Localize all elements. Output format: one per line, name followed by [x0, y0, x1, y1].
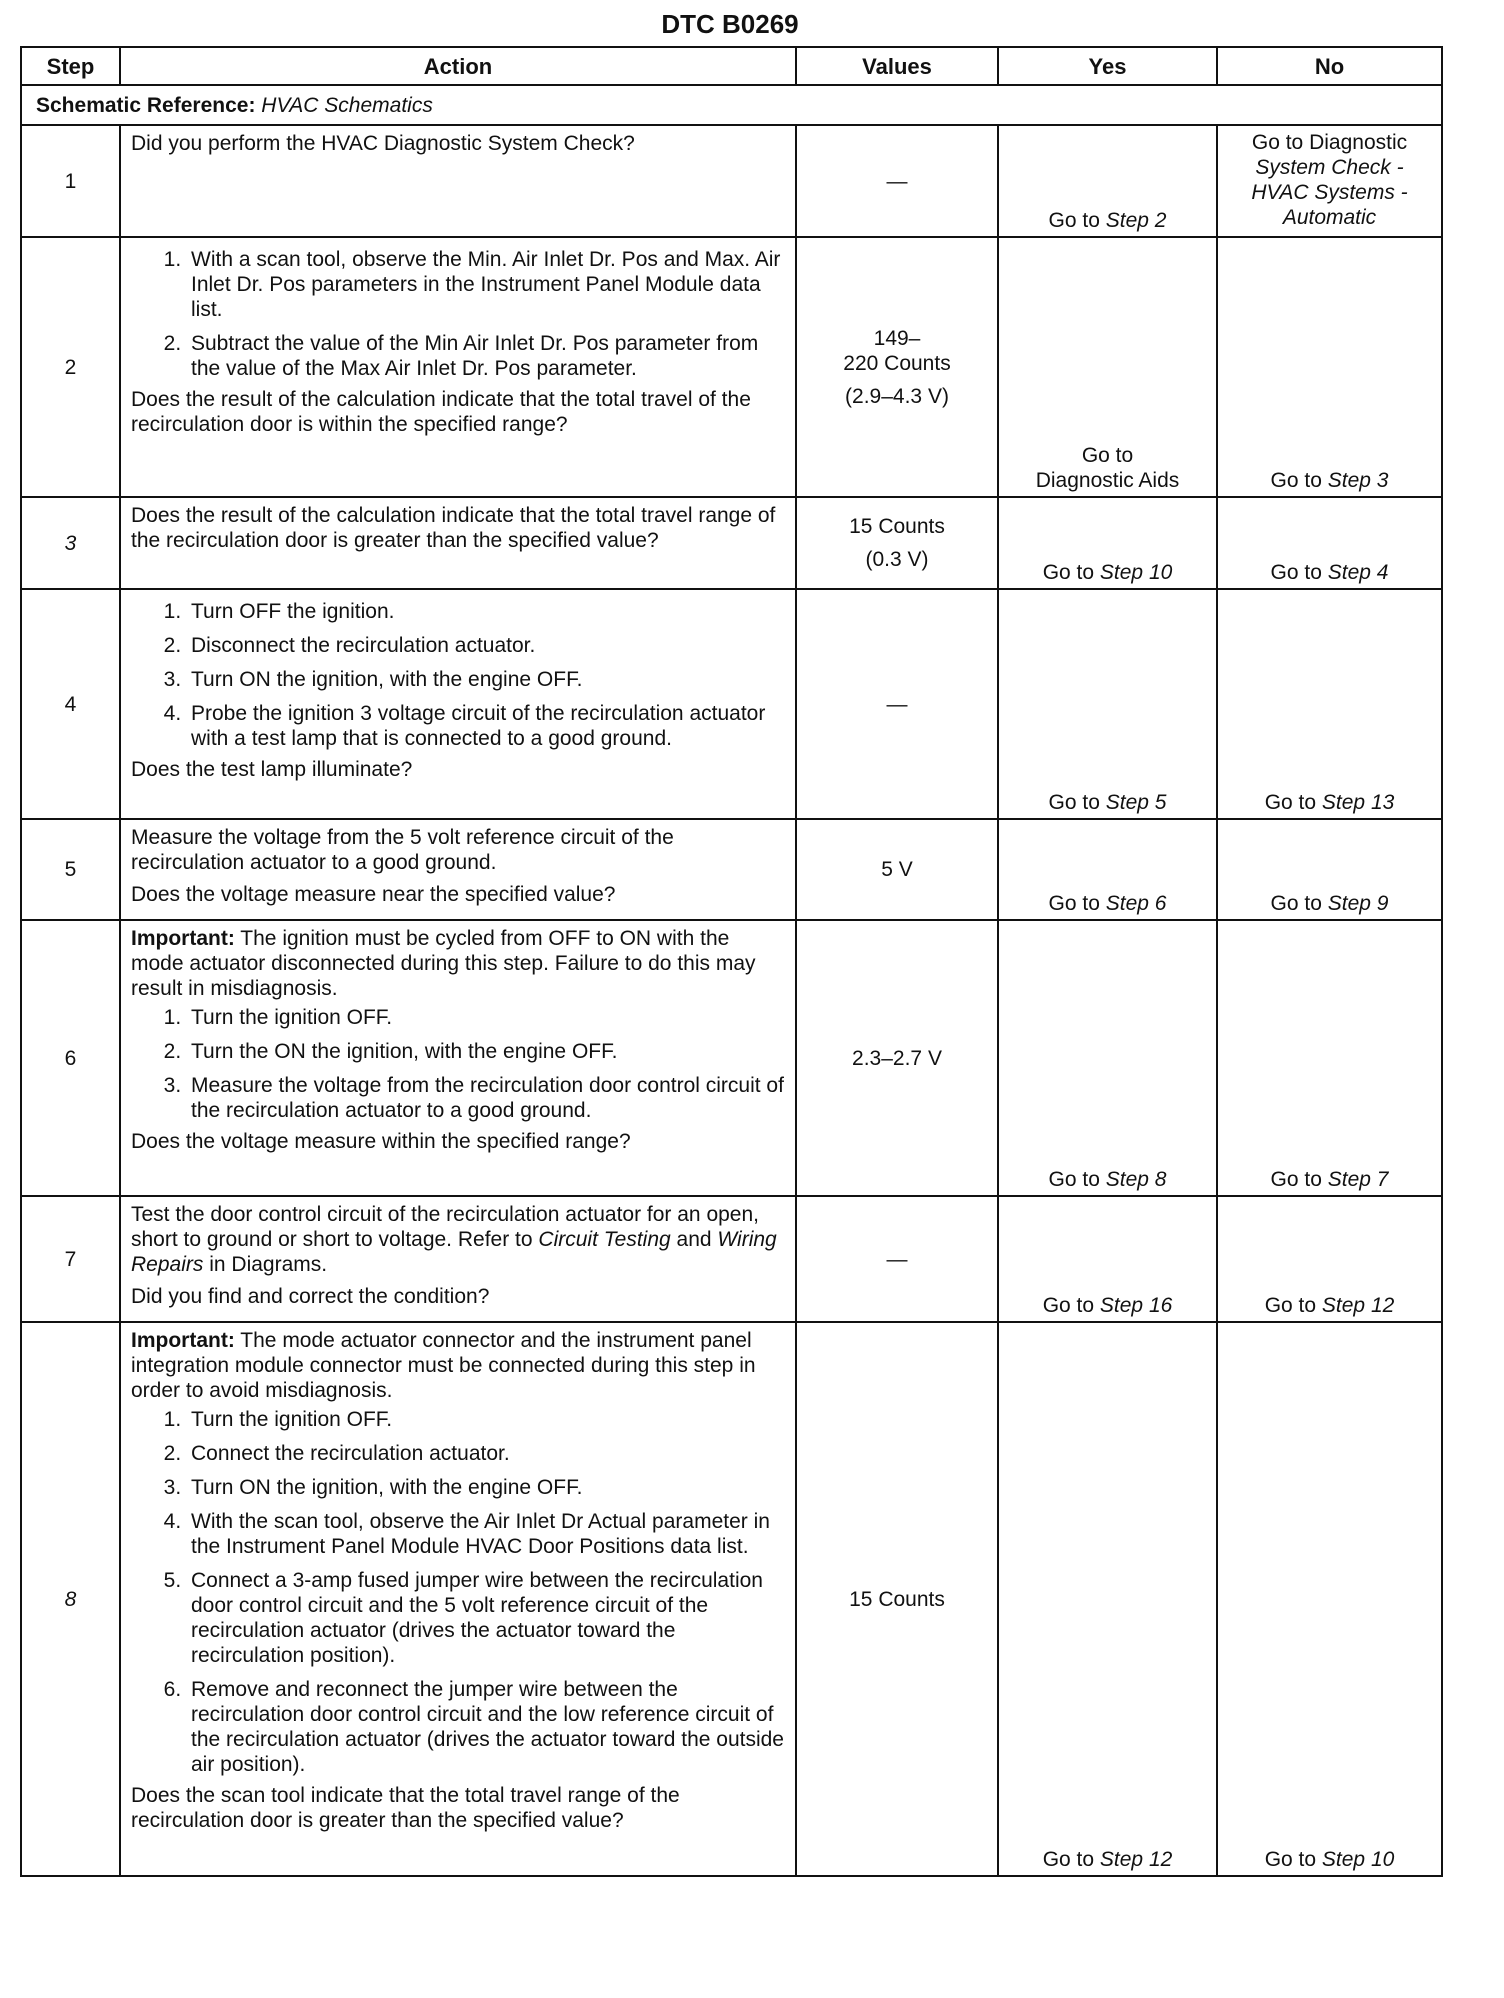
goto-label: Go to: [1048, 209, 1100, 232]
yes-cell[interactable]: [998, 125, 1217, 237]
action-question: Does the scan tool indicate that the total travel range of the recirculation door is greater than the specified value?: [131, 1784, 680, 1832]
action-text: Measure the voltage from the 5 volt reference circuit of the recirculation actuator to a good ground.: [131, 826, 674, 874]
table-row-step-7: [21, 1196, 1442, 1322]
no-line-2[interactable]: System Check -: [1255, 156, 1404, 179]
step-number: 7: [21, 1196, 120, 1322]
yes-step-link[interactable]: Step 8: [1105, 1168, 1167, 1191]
goto-label: Go to: [1042, 1294, 1095, 1317]
yes-cell[interactable]: [998, 920, 1217, 1196]
values-cell: —: [796, 125, 998, 237]
action-step: 2. Turn the ON the ignition, with the engine OFF.: [187, 1039, 787, 1064]
schematic-reference-row: [21, 85, 1442, 125]
table-row-step-3: [21, 497, 1442, 589]
dtc-table: [20, 46, 1443, 1877]
yes-cell[interactable]: [998, 589, 1217, 819]
important-label: Important:: [131, 1329, 235, 1352]
step-number: 3: [21, 497, 120, 589]
step-number: 4: [21, 589, 120, 819]
no-step-link[interactable]: Step 10: [1321, 1848, 1395, 1871]
circuit-testing-link[interactable]: Circuit Testing: [538, 1228, 671, 1251]
goto-label: Go to: [1264, 1848, 1317, 1871]
value-line: (0.3 V): [865, 548, 929, 571]
action-cell: [120, 1196, 796, 1322]
goto-label: Go to: [1048, 1168, 1100, 1191]
wiring-repairs-link[interactable]: Wiring Repairs: [131, 1228, 777, 1276]
no-cell[interactable]: [1217, 497, 1442, 589]
values-cell: —: [796, 1196, 998, 1322]
schematic-reference-link[interactable]: HVAC Schematics: [261, 93, 433, 117]
yes-step-link[interactable]: Step 6: [1105, 892, 1167, 915]
header-yes: Yes: [998, 47, 1217, 85]
header-action: Action: [120, 47, 796, 85]
no-step-link[interactable]: Step 12: [1321, 1294, 1395, 1317]
no-step-link[interactable]: Step 4: [1327, 561, 1389, 584]
action-step: 3. Turn ON the ignition, with the engine OFF.: [187, 667, 787, 692]
yes-cell[interactable]: [998, 497, 1217, 589]
action-text-b: in Diagrams.: [209, 1253, 328, 1276]
goto-label: Go to: [1048, 892, 1100, 915]
action-question: Does the test lamp illuminate?: [131, 758, 413, 781]
goto-label: Go to: [1048, 791, 1100, 814]
important-note: [131, 1328, 787, 1403]
important-text: The mode actuator connector and the instrument panel integration module connector must be connected during this step in order to avoid misdiagnosis.: [131, 1329, 756, 1402]
step-number: 5: [21, 819, 120, 920]
schematic-reference: [21, 85, 1442, 125]
yes-cell[interactable]: [998, 1196, 1217, 1322]
action-steps-list: [131, 599, 787, 751]
action-step: 3. Measure the voltage from the recirculation door control circuit of the recirculation actuator to a good ground.: [187, 1073, 787, 1123]
header-values: Values: [796, 47, 998, 85]
yes-step-link[interactable]: Step 10: [1099, 561, 1173, 584]
values-cell: [796, 237, 998, 497]
table-row-step-1: [21, 125, 1442, 237]
action-step: 2. Disconnect the recirculation actuator.: [187, 633, 787, 658]
action-question: Did you find and correct the condition?: [131, 1285, 490, 1308]
action-question: Does the voltage measure near the specified value?: [131, 883, 616, 906]
yes-step-link[interactable]: Step 12: [1099, 1848, 1173, 1871]
header-no: No: [1217, 47, 1442, 85]
goto-label: Go to: [1042, 1848, 1095, 1871]
important-text: The ignition must be cycled from OFF to ON with the mode actuator disconnected during this step. Failure to do this may result in misdiagnosis.: [131, 927, 756, 1000]
no-step-link[interactable]: Step 13: [1321, 791, 1395, 814]
action-cell: [120, 237, 796, 497]
header-row: [21, 47, 1442, 85]
values-cell: [796, 497, 998, 589]
and-text: and: [676, 1228, 712, 1251]
no-cell[interactable]: [1217, 125, 1442, 237]
important-note: [131, 926, 787, 1001]
action-question: Does the result of the calculation indicate that the total travel of the recirculation door is within the specified range?: [131, 388, 751, 436]
action-text: [131, 1202, 787, 1277]
action-step: 2. Connect the recirculation actuator.: [187, 1441, 787, 1466]
goto-label: Go to: [1270, 469, 1322, 492]
value-line: 149–: [873, 326, 921, 350]
goto-label: Go to: [1042, 561, 1095, 584]
action-step: 2. Subtract the value of the Min Air Inlet Dr. Pos parameter from the value of the Max Air Inlet Dr. Pos parameter.: [187, 331, 787, 381]
no-line-1: Go to Diagnostic: [1251, 131, 1408, 154]
yes-cell[interactable]: [998, 237, 1217, 497]
values-cell: —: [796, 589, 998, 819]
value-line: 15 Counts: [849, 515, 945, 538]
action-cell: [120, 920, 796, 1196]
value-line: (2.9–4.3 V): [845, 384, 949, 408]
no-line-4[interactable]: Automatic: [1282, 206, 1377, 229]
goto-label: Go to: [1270, 892, 1322, 915]
no-step-link[interactable]: Step 7: [1327, 1168, 1389, 1191]
table-row-step-8: [21, 1322, 1442, 1876]
yes-line-2[interactable]: Diagnostic Aids: [1035, 469, 1180, 492]
action-step: 6. Remove and reconnect the jumper wire between the recirculation door control circuit and the low reference circuit of the recirculation actuator (drives the actuator toward the outside air position).: [187, 1677, 787, 1777]
values-cell: 15 Counts: [796, 1322, 998, 1876]
no-cell[interactable]: [1217, 1196, 1442, 1322]
action-question: Does the voltage measure within the specified range?: [131, 1130, 631, 1153]
action-step: 3. Turn ON the ignition, with the engine OFF.: [187, 1475, 787, 1500]
yes-cell[interactable]: [998, 819, 1217, 920]
goto-label: Go to: [1264, 791, 1317, 814]
no-cell[interactable]: [1217, 819, 1442, 920]
yes-step-link[interactable]: Step 2: [1105, 209, 1167, 232]
action-text-a: Test the door control circuit of the recirculation actuator for an open, short to ground or short to voltage. Refer to: [131, 1203, 760, 1251]
yes-step-link[interactable]: Step 5: [1105, 791, 1167, 814]
action-step: 1. Turn the ignition OFF.: [187, 1005, 787, 1030]
action-step: 1. With a scan tool, observe the Min. Air Inlet Dr. Pos and Max. Air Inlet Dr. Pos parameters in the Instrument Panel Module data list.: [187, 247, 787, 322]
step-number: 1: [21, 125, 120, 237]
action-cell: [120, 1322, 796, 1876]
table-row-step-4: [21, 589, 1442, 819]
values-cell: 2.3–2.7 V: [796, 920, 998, 1196]
step-number: 8: [21, 1322, 120, 1876]
no-cell[interactable]: [1217, 237, 1442, 497]
action-step: 5. Connect a 3-amp fused jumper wire between the recirculation door control circuit and the 5 volt reference circuit of the recirculation actuator (drives the actuator toward the recirculation position).: [187, 1568, 787, 1668]
page-title: DTC B0269: [661, 9, 799, 39]
action-step: 1. Turn the ignition OFF.: [187, 1407, 787, 1432]
step-number: 2: [21, 237, 120, 497]
yes-line-1: Go to: [1081, 444, 1134, 467]
action-cell: [120, 589, 796, 819]
table-row-step-6: [21, 920, 1442, 1196]
yes-cell[interactable]: [998, 1322, 1217, 1876]
action-cell: [120, 819, 796, 920]
action-step: 4. With the scan tool, observe the Air Inlet Dr Actual parameter in the Instrument Panel Module HVAC Door Positions data list.: [187, 1509, 787, 1559]
step-number: 6: [21, 920, 120, 1196]
no-line-3[interactable]: HVAC Systems -: [1251, 181, 1408, 204]
table-row-step-5: [21, 819, 1442, 920]
action-steps-list: [131, 247, 787, 381]
action-steps-list: [131, 1407, 787, 1777]
action-step: 1. Turn OFF the ignition.: [187, 599, 787, 624]
no-step-link[interactable]: Step 9: [1327, 892, 1389, 915]
schematic-reference-label: Schematic Reference:: [36, 93, 256, 117]
table-row-step-2: [21, 237, 1442, 497]
no-cell[interactable]: [1217, 1322, 1442, 1876]
action-question: Did you perform the HVAC Diagnostic System Check?: [131, 132, 635, 155]
action-question: Does the result of the calculation indicate that the total travel range of the recirculation door is greater than the specified value?: [131, 504, 776, 552]
action-cell: [120, 125, 796, 237]
important-label: Important:: [131, 927, 235, 950]
value-line: 220 Counts: [843, 351, 951, 375]
no-cell[interactable]: [1217, 589, 1442, 819]
goto-label: Go to: [1270, 1168, 1322, 1191]
no-step-link[interactable]: Step 3: [1327, 469, 1389, 492]
goto-label: Go to: [1270, 561, 1322, 584]
action-steps-list: [131, 1005, 787, 1123]
no-cell[interactable]: [1217, 920, 1442, 1196]
action-cell: [120, 497, 796, 589]
goto-label: Go to: [1264, 1294, 1317, 1317]
yes-step-link[interactable]: Step 16: [1099, 1294, 1173, 1317]
values-cell: 5 V: [796, 819, 998, 920]
action-step: 4. Probe the ignition 3 voltage circuit of the recirculation actuator with a test lamp that is connected to a good ground.: [187, 701, 787, 751]
header-step: Step: [21, 47, 120, 85]
